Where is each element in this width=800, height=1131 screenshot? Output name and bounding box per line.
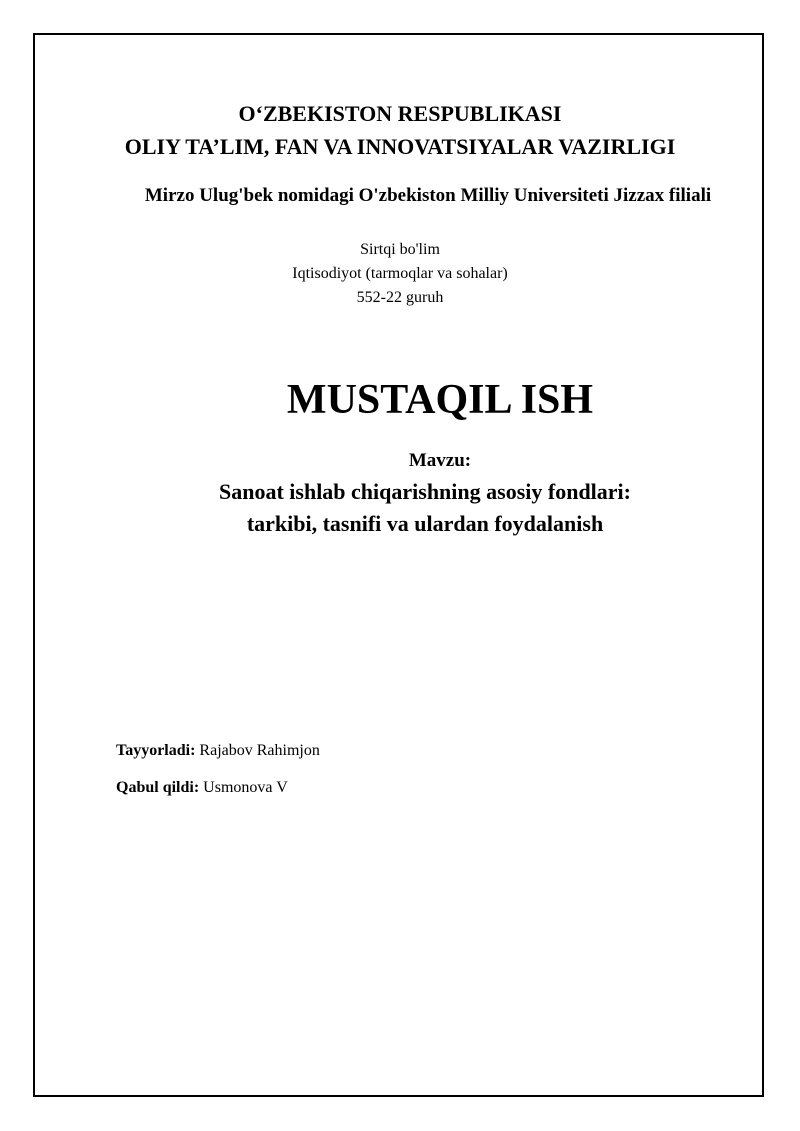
- department-info: [40, 238, 760, 310]
- topic-label: Mavzu:: [408, 450, 472, 471]
- accepted-by: [116, 777, 288, 799]
- topic-text: Sanoat ishlab chiqarishning asosiy fondlari: tarkibi, tasnifi va ulardan foydalanish: [218, 479, 631, 536]
- prepared-by-label: Tayyorladi:: [116, 742, 196, 759]
- accepted-by-label: Qabul qildi:: [116, 779, 200, 796]
- specialty: Iqtisodiyot (tarmoqlar va sohalar): [292, 265, 508, 282]
- ministry-line-1: O‘ZBEKISTON RESPUBLIKASI: [238, 101, 562, 126]
- prepared-by: [116, 740, 320, 762]
- document-title: MUSTAQIL ISH: [286, 377, 594, 423]
- prepared-by-name: Rajabov Rahimjon: [199, 742, 320, 759]
- ministry-line-2: OLIY TA’LIM, FAN VA INNOVATSIYALAR VAZIRLIGI: [124, 134, 676, 159]
- accepted-by-name: Usmonova V: [203, 779, 288, 796]
- group: 552-22 guruh: [356, 289, 444, 306]
- department: Sirtqi bo'lim: [360, 241, 440, 258]
- university-name: Mirzo Ulug'bek nomidagi O'zbekiston Milliy Universiteti Jizzax filiali: [144, 185, 712, 206]
- ministry-heading: [40, 97, 760, 163]
